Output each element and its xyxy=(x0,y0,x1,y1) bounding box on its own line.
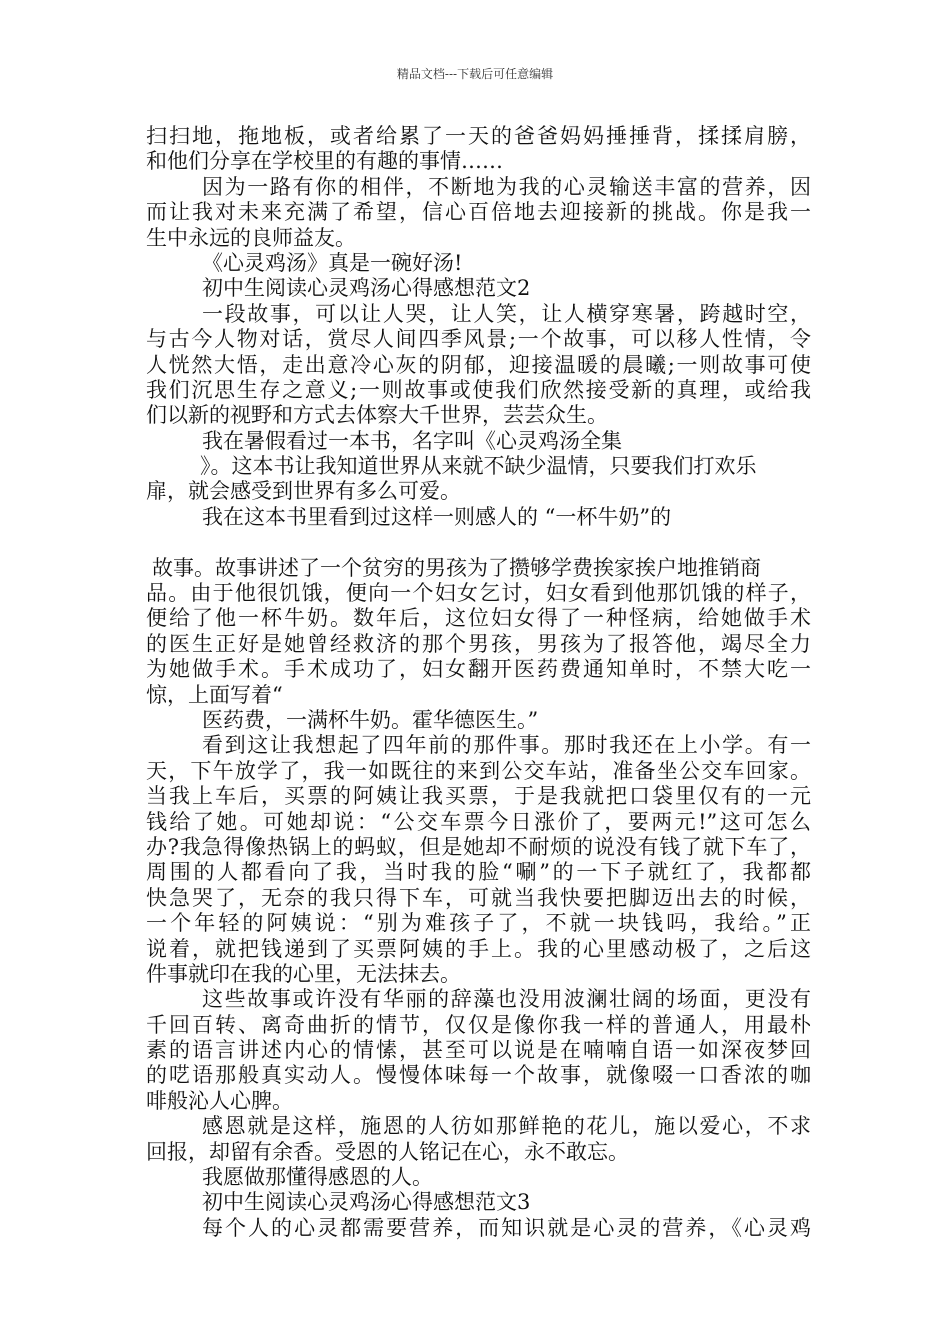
paragraph-line: 每个人的心灵都需要营养，而知识就是心灵的营养，《心灵鸡 xyxy=(202,1215,811,1240)
section-heading: 初中生阅读心灵鸡汤心得感想范文2 xyxy=(202,276,531,301)
paragraph-line: 快急哭了，无奈的我只得下车，可就当我快要把脚迈出去的时候， xyxy=(146,885,811,910)
paragraph-line: 的医生正好是她曾经救济的那个男孩，男孩为了报答他，竭尽全力 xyxy=(146,631,811,656)
paragraph-line: 们以新的视野和方式去体察大千世界，芸芸众生。 xyxy=(146,403,608,428)
paragraph-line: 我在这本书里看到过这样一则感人的 “一杯牛奶”的 xyxy=(202,504,672,529)
paragraph-line: 当我上车后，买票的阿姨让我买票，于是我就把口袋里仅有的一元 xyxy=(146,784,811,809)
paragraph-line: 千回百转、离奇曲折的情节，仅仅是像你我一样的普通人，用最朴 xyxy=(146,1012,811,1037)
paragraph-line: 与古今人物对话，赏尽人间四季风景;一个故事，可以移人性情，令 xyxy=(146,327,811,352)
paragraph-line: 我愿做那懂得感恩的人。 xyxy=(202,1165,433,1190)
paragraph-line: 我们沉思生存之意义;一则故事或使我们欣然接受新的真理，或给我 xyxy=(146,377,811,402)
paragraph-line: 和他们分享在学校里的有趣的事情…… xyxy=(146,149,503,174)
blank-line xyxy=(146,530,811,555)
paragraph-line: 扫扫地，拖地板，或者给累了一天的爸爸妈妈捶捶背，揉揉肩膀， xyxy=(146,124,811,148)
paragraph-line: 为她做手术。手术成功了，妇女翻开医药费通知单时，不禁大吃一 xyxy=(146,657,811,682)
paragraph-line: 周围的人都看向了我，当时我的脸“唰”的一下子就红了，我都都 xyxy=(146,860,811,885)
paragraph-line: 我在暑假看过一本书，名字叫《心灵鸡汤全集 xyxy=(202,428,622,453)
paragraph-line: 说着，就把钱递到了买票阿姨的手上。我的心里感动极了，之后这 xyxy=(146,936,811,961)
paragraph-line: 的呓语那般真实动人。慢慢体味每一个故事，就像啜一口香浓的咖 xyxy=(146,1063,811,1088)
document-body xyxy=(146,124,811,1241)
paragraph-line: 《心灵鸡汤》真是一碗好汤! xyxy=(202,250,463,275)
paragraph-line: 天，下午放学了，我一如既往的来到公交车站，准备坐公交车回家。 xyxy=(146,758,811,783)
section-heading: 初中生阅读心灵鸡汤心得感想范文3 xyxy=(202,1190,531,1215)
paragraph-line: 惊，上面写着“ xyxy=(146,682,283,707)
paragraph-line: 生中永远的良师益友。 xyxy=(146,225,356,250)
paragraph-line: 便给了他一杯牛奶。数年后，这位妇女得了一种怪病，给她做手术 xyxy=(146,606,811,631)
paragraph-line: 而让我对未来充满了希望，信心百倍地去迎接新的挑战。你是我一 xyxy=(146,200,811,225)
paragraph-line: 医药费，一满杯牛奶。霍华德医生。” xyxy=(202,707,539,732)
paragraph-line: 故事。故事讲述了一个贫穷的男孩为了攒够学费挨家挨户地推销商 xyxy=(152,555,761,580)
paragraph-line: 一段故事，可以让人哭，让人笑，让人横穿寒暑，跨越时空， xyxy=(202,301,811,326)
paragraph-line: 品。由于他很饥饿，便向一个妇女乞讨，妇女看到他那饥饿的样子， xyxy=(146,581,811,606)
paragraph-line: 扉，就会感受到世界有多么可爱。 xyxy=(146,479,461,504)
paragraph-line: 因为一路有你的相伴，不断地为我的心灵输送丰富的营养，因 xyxy=(202,174,811,199)
paragraph-line: 人恍然大悟，走出意冷心灰的阴郁，迎接温暖的晨曦;一则故事可使 xyxy=(146,352,811,377)
paragraph-line: 》。这本书让我知道世界从来就不缺少温情，只要我们打欢乐 xyxy=(200,454,757,479)
paragraph-line: 素的语言讲述内心的情愫，甚至可以说是在喃喃自语一如深夜梦回 xyxy=(146,1038,811,1063)
paragraph-line: 回报，却留有余香。受恩的人铭记在心，永不敢忘。 xyxy=(146,1139,629,1164)
page-header: 精品文档---下载后可任意编辑 xyxy=(396,67,554,81)
paragraph-line: 钱给了她。可她却说：“公交车票今日涨价了，要两元!”这可怎么 xyxy=(146,809,811,834)
paragraph-line: 这些故事或许没有华丽的辞藻也没用波澜壮阔的场面，更没有 xyxy=(202,987,811,1012)
paragraph-line: 啡般沁人心脾。 xyxy=(146,1088,293,1113)
paragraph-line: 一个年轻的阿姨说：“别为难孩子了，不就一块钱吗，我给。”正 xyxy=(146,911,811,936)
paragraph-line: 感恩就是这样，施恩的人彷如那鲜艳的花儿，施以爱心，不求 xyxy=(202,1114,811,1139)
paragraph-line: 看到这让我想起了四年前的那件事。那时我还在上小学。有一 xyxy=(202,733,811,758)
paragraph-line: 办?我急得像热锅上的蚂蚁，但是她却不耐烦的说没有钱了就下车了， xyxy=(146,834,811,859)
paragraph-line: 件事就印在我的心里，无法抹去。 xyxy=(146,961,461,986)
